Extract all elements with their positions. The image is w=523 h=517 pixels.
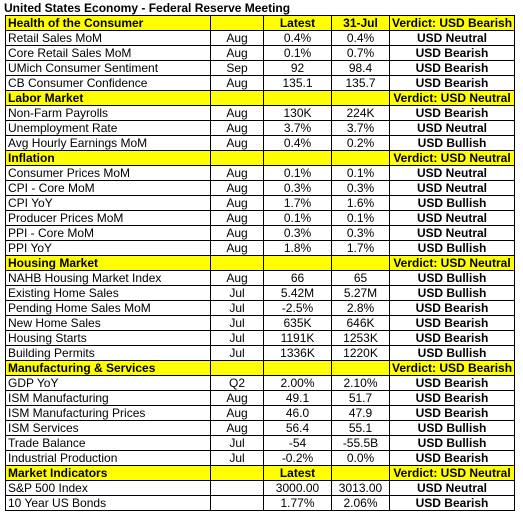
indicator-row (6, 166, 515, 181)
indicator-period-cell[interactable]: Aug (211, 391, 264, 406)
indicator-period-cell[interactable]: Jul (211, 346, 264, 361)
indicator-name-cell[interactable]: Core Retail Sales MoM (6, 46, 211, 61)
indicator-previous-cell[interactable]: 0.2% (332, 136, 390, 151)
indicator-latest-cell[interactable]: 0.4% (264, 31, 332, 46)
indicator-verdict-cell[interactable]: USD Bullish (390, 196, 515, 211)
indicator-row (6, 481, 515, 496)
indicator-previous-cell[interactable]: 0.7% (332, 46, 390, 61)
indicator-latest-cell[interactable]: 1336K (264, 346, 332, 361)
section-header-verdict-cell[interactable]: Verdict: USD Neutral (390, 91, 515, 106)
indicator-verdict-cell[interactable]: USD Neutral (390, 181, 515, 196)
indicator-name-cell[interactable]: Housing Starts (6, 331, 211, 346)
indicator-verdict-cell[interactable]: USD Bearish (390, 46, 515, 61)
indicator-row (6, 226, 515, 241)
indicator-verdict-cell[interactable]: USD Bearish (390, 316, 515, 331)
indicator-name-cell[interactable]: Pending Home Sales MoM (6, 301, 211, 316)
indicator-verdict-cell[interactable]: USD Neutral (390, 31, 515, 46)
section-header-verdict-cell[interactable]: Verdict: USD Neutral (390, 256, 515, 271)
indicator-latest-cell[interactable]: 130K (264, 106, 332, 121)
section-header-latest-cell[interactable]: Latest (264, 466, 332, 481)
indicator-verdict-cell[interactable]: USD Bullish (390, 136, 515, 151)
indicator-name-cell[interactable]: S&P 500 Index (6, 481, 211, 496)
indicator-latest-cell[interactable]: 1.7% (264, 196, 332, 211)
indicator-name-cell[interactable]: Non-Farm Payrolls (6, 106, 211, 121)
indicator-name-cell[interactable]: Retail Sales MoM (6, 31, 211, 46)
indicator-latest-cell[interactable]: 0.3% (264, 226, 332, 241)
indicator-latest-cell[interactable]: 46.0 (264, 406, 332, 421)
sheet-title: United States Economy - Federal Reserve Meeting (4, 1, 291, 15)
indicator-latest-cell[interactable]: 0.4% (264, 136, 332, 151)
indicator-previous-cell[interactable]: 646K (332, 316, 390, 331)
section-header-previous-cell[interactable] (332, 151, 390, 166)
indicator-row (6, 196, 515, 211)
indicator-row (6, 331, 515, 346)
indicator-name-cell[interactable]: ISM Services (6, 421, 211, 436)
indicator-row (6, 271, 515, 286)
indicator-period-cell[interactable]: Aug (211, 181, 264, 196)
indicator-latest-cell[interactable]: -2.5% (264, 301, 332, 316)
section-header-verdict-cell[interactable]: Verdict: USD Bearish (390, 361, 515, 376)
section-header-row (6, 466, 515, 481)
indicator-verdict-cell[interactable]: USD Bearish (390, 496, 515, 511)
indicator-previous-cell[interactable]: 0.1% (332, 166, 390, 181)
indicator-name-cell[interactable]: ISM Manufacturing (6, 391, 211, 406)
indicator-previous-cell[interactable]: 55.1 (332, 421, 390, 436)
indicator-previous-cell[interactable]: 0.4% (332, 31, 390, 46)
indicator-latest-cell[interactable]: -54 (264, 436, 332, 451)
indicator-previous-cell[interactable]: 1.6% (332, 196, 390, 211)
indicator-row (6, 346, 515, 361)
indicator-row (6, 241, 515, 256)
indicator-latest-cell[interactable]: 0.1% (264, 211, 332, 226)
indicator-period-cell[interactable]: Jul (211, 436, 264, 451)
indicator-name-cell[interactable]: Unemployment Rate (6, 121, 211, 136)
indicator-previous-cell[interactable]: 2.06% (332, 496, 390, 511)
indicator-name-cell[interactable]: 10 Year US Bonds (6, 496, 211, 511)
indicator-period-cell[interactable]: Aug (211, 166, 264, 181)
indicator-name-cell[interactable]: NAHB Housing Market Index (6, 271, 211, 286)
indicator-period-cell[interactable]: Aug (211, 211, 264, 226)
section-header-row (6, 151, 515, 166)
indicator-name-cell[interactable]: CPI - Core MoM (6, 181, 211, 196)
indicator-latest-cell[interactable]: 0.1% (264, 46, 332, 61)
indicator-verdict-cell[interactable]: USD Bearish (390, 76, 515, 91)
section-header-previous-cell[interactable] (332, 466, 390, 481)
indicator-name-cell[interactable]: Industrial Production (6, 451, 211, 466)
indicator-period-cell[interactable]: Aug (211, 406, 264, 421)
indicator-previous-cell[interactable]: 0.3% (332, 226, 390, 241)
indicator-verdict-cell[interactable]: USD Neutral (390, 166, 515, 181)
indicator-name-cell[interactable]: ISM Manufacturing Prices (6, 406, 211, 421)
indicator-row (6, 46, 515, 61)
indicator-previous-cell[interactable]: 2.10% (332, 376, 390, 391)
indicator-row (6, 211, 515, 226)
indicator-row (6, 496, 515, 511)
indicator-previous-cell[interactable]: 1220K (332, 346, 390, 361)
indicator-latest-cell[interactable]: 635K (264, 316, 332, 331)
indicator-name-cell[interactable]: PPI YoY (6, 241, 211, 256)
indicator-previous-cell[interactable]: 2.8% (332, 301, 390, 316)
section-header-period-cell[interactable] (211, 256, 264, 271)
section-header-row (6, 361, 515, 376)
indicator-period-cell[interactable]: Aug (211, 136, 264, 151)
indicator-previous-cell[interactable]: 0.1% (332, 211, 390, 226)
indicator-previous-cell[interactable]: 0.3% (332, 181, 390, 196)
indicator-row (6, 121, 515, 136)
indicator-period-cell[interactable] (211, 481, 264, 496)
indicator-latest-cell[interactable]: 3000.00 (264, 481, 332, 496)
section-header-row (6, 91, 515, 106)
indicator-latest-cell[interactable]: 92 (264, 61, 332, 76)
indicator-row (6, 376, 515, 391)
section-header-period-cell[interactable] (211, 466, 264, 481)
indicator-row (6, 31, 515, 46)
indicator-verdict-cell[interactable]: USD Neutral (390, 481, 515, 496)
indicator-name-cell[interactable]: PPI - Core MoM (6, 226, 211, 241)
indicator-period-cell[interactable]: Jul (211, 331, 264, 346)
indicator-verdict-cell[interactable]: USD Bearish (390, 331, 515, 346)
indicator-verdict-cell[interactable]: USD Neutral (390, 121, 515, 136)
indicator-name-cell[interactable]: Avg Hourly Earnings MoM (6, 136, 211, 151)
indicator-name-cell[interactable]: Consumer Prices MoM (6, 166, 211, 181)
indicator-name-cell[interactable]: Producer Prices MoM (6, 211, 211, 226)
indicator-period-cell[interactable]: Aug (211, 196, 264, 211)
indicator-latest-cell[interactable]: 1.8% (264, 241, 332, 256)
indicator-period-cell[interactable] (211, 496, 264, 511)
indicator-verdict-cell[interactable]: USD Bullish (390, 421, 515, 436)
section-header-row (6, 16, 515, 31)
indicator-row (6, 451, 515, 466)
section-header-previous-cell[interactable] (332, 256, 390, 271)
section-header-row (6, 256, 515, 271)
indicator-name-cell[interactable]: Existing Home Sales (6, 286, 211, 301)
indicator-period-cell[interactable]: Jul (211, 286, 264, 301)
indicator-latest-cell[interactable]: 1.77% (264, 496, 332, 511)
indicator-period-cell[interactable]: Aug (211, 76, 264, 91)
economic-indicator-table (5, 15, 515, 511)
section-header-latest-cell[interactable] (264, 256, 332, 271)
indicator-period-cell[interactable]: Jul (211, 451, 264, 466)
indicator-name-cell[interactable]: UMich Consumer Sentiment (6, 61, 211, 76)
indicator-period-cell[interactable]: Aug (211, 31, 264, 46)
indicator-row (6, 391, 515, 406)
indicator-latest-cell[interactable]: 0.1% (264, 166, 332, 181)
indicator-row (6, 406, 515, 421)
indicator-row (6, 106, 515, 121)
indicator-verdict-cell[interactable]: USD Bearish (390, 391, 515, 406)
indicator-latest-cell[interactable]: 5.42M (264, 286, 332, 301)
section-header-name-cell[interactable]: Health of the Consumer (6, 16, 211, 31)
indicator-latest-cell[interactable]: -0.2% (264, 451, 332, 466)
indicator-row (6, 181, 515, 196)
indicator-verdict-cell[interactable]: USD Bearish (390, 61, 515, 76)
indicator-verdict-cell[interactable]: USD Bearish (390, 376, 515, 391)
indicator-period-cell[interactable]: Jul (211, 301, 264, 316)
indicator-verdict-cell[interactable]: USD Neutral (390, 211, 515, 226)
section-header-name-cell[interactable]: Market Indicators (6, 466, 211, 481)
section-header-verdict-cell[interactable]: Verdict: USD Neutral (390, 151, 515, 166)
indicator-verdict-cell[interactable]: USD Bearish (390, 106, 515, 121)
section-header-period-cell[interactable] (211, 91, 264, 106)
section-header-verdict-cell[interactable]: Verdict: USD Neutral (390, 466, 515, 481)
section-header-latest-cell[interactable]: Latest (264, 16, 332, 31)
indicator-row (6, 286, 515, 301)
indicator-name-cell[interactable]: Building Permits (6, 346, 211, 361)
indicator-previous-cell[interactable]: 1.7% (332, 241, 390, 256)
indicator-latest-cell[interactable]: 2.00% (264, 376, 332, 391)
indicator-previous-cell[interactable]: 47.9 (332, 406, 390, 421)
indicator-latest-cell[interactable]: 56.4 (264, 421, 332, 436)
indicator-name-cell[interactable]: CPI YoY (6, 196, 211, 211)
indicator-previous-cell[interactable]: 3.7% (332, 121, 390, 136)
indicator-row (6, 421, 515, 436)
indicator-period-cell[interactable]: Aug (211, 46, 264, 61)
indicator-verdict-cell[interactable]: USD Bearish (390, 301, 515, 316)
indicator-name-cell[interactable]: Trade Balance (6, 436, 211, 451)
indicator-previous-cell[interactable]: 98.4 (332, 61, 390, 76)
indicator-verdict-cell[interactable]: USD Bearish (390, 451, 515, 466)
indicator-latest-cell[interactable]: 1191K (264, 331, 332, 346)
section-header-name-cell[interactable]: Housing Market (6, 256, 211, 271)
indicator-period-cell[interactable]: Aug (211, 241, 264, 256)
indicator-name-cell[interactable]: CB Consumer Confidence (6, 76, 211, 91)
indicator-period-cell[interactable]: Aug (211, 106, 264, 121)
indicator-previous-cell[interactable]: 1253K (332, 331, 390, 346)
section-header-previous-cell[interactable]: 31-Jul (332, 16, 390, 31)
indicator-period-cell[interactable]: Q2 (211, 376, 264, 391)
indicator-row (6, 136, 515, 151)
indicator-verdict-cell[interactable]: USD Bullish (390, 271, 515, 286)
indicator-latest-cell[interactable]: 66 (264, 271, 332, 286)
indicator-name-cell[interactable]: GDP YoY (6, 376, 211, 391)
section-header-latest-cell[interactable] (264, 91, 332, 106)
indicator-latest-cell[interactable]: 3.7% (264, 121, 332, 136)
indicator-latest-cell[interactable]: 135.1 (264, 76, 332, 91)
section-header-name-cell[interactable]: Manufacturing & Services (6, 361, 211, 376)
indicator-period-cell[interactable]: Aug (211, 421, 264, 436)
section-header-latest-cell[interactable] (264, 361, 332, 376)
section-header-previous-cell[interactable] (332, 361, 390, 376)
indicator-previous-cell[interactable]: 0.0% (332, 451, 390, 466)
indicator-verdict-cell[interactable]: USD Bullish (390, 436, 515, 451)
indicator-previous-cell[interactable]: 51.7 (332, 391, 390, 406)
indicator-latest-cell[interactable]: 49.1 (264, 391, 332, 406)
section-header-period-cell[interactable] (211, 361, 264, 376)
indicator-period-cell[interactable]: Aug (211, 226, 264, 241)
indicator-verdict-cell[interactable]: USD Bullish (390, 286, 515, 301)
section-header-name-cell[interactable]: Inflation (6, 151, 211, 166)
indicator-previous-cell[interactable]: 3013.00 (332, 481, 390, 496)
indicator-row (6, 76, 515, 91)
indicator-period-cell[interactable]: Aug (211, 271, 264, 286)
section-header-period-cell[interactable] (211, 16, 264, 31)
indicator-row (6, 61, 515, 76)
indicator-previous-cell[interactable]: 135.7 (332, 76, 390, 91)
indicator-previous-cell[interactable]: 65 (332, 271, 390, 286)
section-header-latest-cell[interactable] (264, 151, 332, 166)
indicator-row (6, 436, 515, 451)
indicator-verdict-cell[interactable]: USD Neutral (390, 226, 515, 241)
indicator-verdict-cell[interactable]: USD Bullish (390, 346, 515, 361)
section-header-name-cell[interactable]: Labor Market (6, 91, 211, 106)
section-header-verdict-cell[interactable]: Verdict: USD Bearish (390, 16, 515, 31)
indicator-period-cell[interactable]: Sep (211, 61, 264, 76)
indicator-previous-cell[interactable]: -55.5B (332, 436, 390, 451)
indicator-period-cell[interactable]: Jul (211, 316, 264, 331)
indicator-row (6, 301, 515, 316)
indicator-name-cell[interactable]: New Home Sales (6, 316, 211, 331)
indicator-period-cell[interactable]: Aug (211, 121, 264, 136)
indicator-previous-cell[interactable]: 5.27M (332, 286, 390, 301)
indicator-row (6, 316, 515, 331)
indicator-latest-cell[interactable]: 0.3% (264, 181, 332, 196)
indicator-verdict-cell[interactable]: USD Bearish (390, 406, 515, 421)
section-header-period-cell[interactable] (211, 151, 264, 166)
indicator-verdict-cell[interactable]: USD Bullish (390, 241, 515, 256)
section-header-previous-cell[interactable] (332, 91, 390, 106)
indicator-previous-cell[interactable]: 224K (332, 106, 390, 121)
